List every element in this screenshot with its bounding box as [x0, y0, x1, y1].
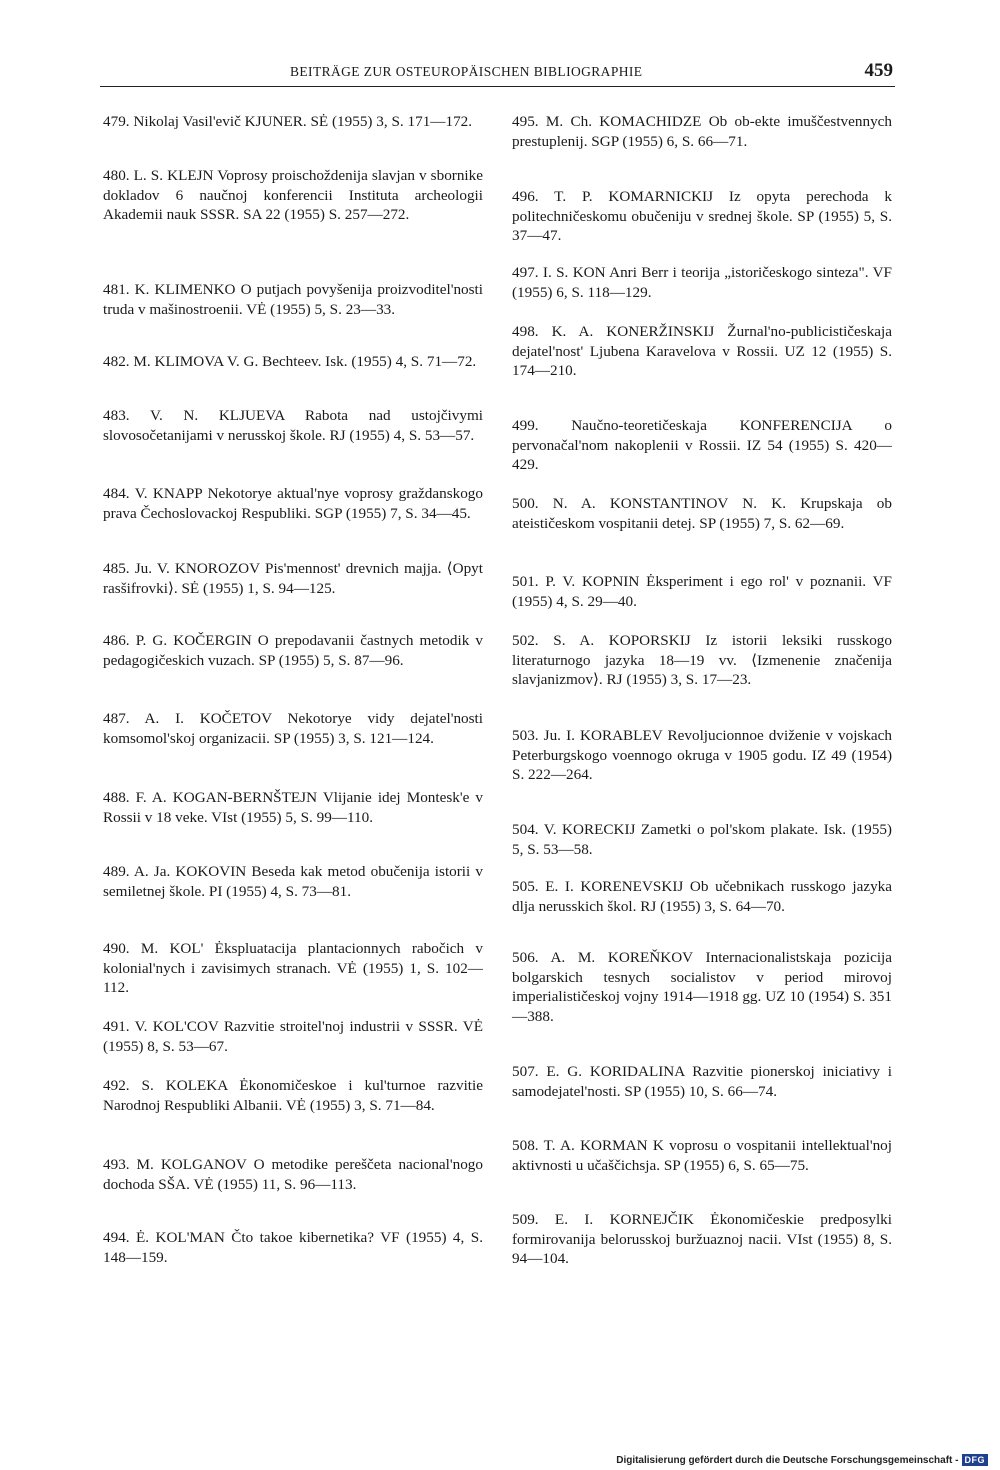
bibliography-entry: 501. P. V. KOPNIN Ėksperiment i ego rol' v poznanii. VF (1955) 4, S. 29—40. [512, 573, 892, 610]
dfg-logo: DFG [962, 1454, 989, 1466]
bibliography-entry: 502. S. A. KOPORSKIJ Iz istorii leksiki russkogo literaturnogo jazyka 18—19 vv. ⟨Izmenenie značenija slavjanizmov⟩. RJ (1955) 3, S. 17—23. [512, 632, 892, 688]
bibliography-entry: 504. V. KORECKIJ Zametki o pol'skom plakate. Isk. (1955) 5, S. 53—58. [512, 821, 892, 858]
bibliography-entry: 492. S. KOLEKA Ėkonomičeskoe i kul'turnoe razvitie Narodnoj Respubliki Albanii. VĖ (1955) 3, S. 71—84. [103, 1077, 483, 1114]
bibliography-entry: 496. T. P. KOMARNICKIJ Iz opyta perechoda k politechničeskomu obučeniju v srednej škole. SP (1955) 5, S. 37—47. [512, 188, 892, 244]
bibliography-entry: 482. M. KLIMOVA V. G. Bechteev. Isk. (1955) 4, S. 71—72. [103, 353, 477, 370]
bibliography-entry: 490. M. KOL' Ėkspluatacija plantacionnych rabočich v kolonial'nych i zavisimych stranach. VĖ (1955) 1, S. 102—112. [103, 940, 483, 996]
bibliography-entry: 479. Nikolaj Vasil'evič KJUNER. SĖ (1955) 3, S. 171—172. [103, 113, 473, 130]
bibliography-entry: 498. K. A. KONERŽINSKIJ Žurnal'no-publicističeskaja dejatel'nost' Ljubena Karavelova v Rossii. UZ 12 (1955) S. 174—210. [512, 323, 892, 379]
bibliography-entry: 509. E. I. KORNEJČIK Ėkonomičeskie predposylki formirovanija belorusskoj buržuaznoj nacii. VIst (1955) 8, S. 94—104. [512, 1211, 892, 1267]
page-number: 459 [864, 60, 893, 81]
bibliography-entry: 480. L. S. KLEJN Voprosy proischoždenija slavjan v sbornike dokladov 6 naučnoj konferencii Instituta archeologii Akademii nauk SSSR. SA 22 (1955) S. 257—272. [103, 167, 483, 223]
bibliography-entry: 489. A. Ja. KOKOVIN Beseda kak metod obučenija istorii v semiletnej škole. PI (1955) 4, S. 73—81. [103, 863, 483, 900]
bibliography-entry: 507. E. G. KORIDALINA Razvitie pionerskoj iniciativy i samodejatel'nosti. SP (1955) 10, S. 66—74. [512, 1063, 892, 1100]
bibliography-entry: 497. I. S. KON Anri Berr i teorija „istoričeskogo sinteza". VF (1955) 6, S. 118—129. [512, 264, 892, 301]
bibliography-entry: 483. V. N. KLJUEVA Rabota nad ustojčivymi slovosočetanijami v nerusskoj škole. RJ (1955) 4, S. 53—57. [103, 407, 483, 444]
bibliography-entry: 487. A. I. KOČETOV Nekotorye vidy dejatel'nosti komsomol'skoj organizacii. SP (1955) 3, S. 121—124. [103, 710, 483, 747]
bibliography-entry: 481. K. KLIMENKO O putjach povyšenija proizvoditel'nosti truda v mašinostroenii. VĖ (1955) 5, S. 23—33. [103, 281, 483, 318]
bibliography-entry: 495. M. Ch. KOMACHIDZE Ob ob-ekte imuščestvennych prestuplenij. SGP (1955) 6, S. 66—71. [512, 113, 892, 150]
bibliography-entry: 499. Naučno-teoretičeskaja KONFERENCIJA o pervonačal'nom nakoplenii v Rossii. IZ 54 (1955) S. 420—429. [512, 417, 892, 473]
footer-text: Digitalisierung gefördert durch die Deutsche Forschungsgemeinschaft - [616, 1454, 959, 1466]
bibliography-entry: 500. N. A. KONSTANTINOV N. K. Krupskaja ob ateističeskom vospitanii detej. SP (1955) 7, S. 62—69. [512, 495, 892, 532]
bibliography-entry: 494. Ė. KOL'MAN Čto takoe kibernetika? VF (1955) 4, S. 148—159. [103, 1229, 483, 1266]
bibliography-entry: 493. M. KOLGANOV O metodike pereščeta nacional'nogo dochoda SŠA. VĖ (1955) 11, S. 96—113. [103, 1156, 483, 1193]
bibliography-entry: 491. V. KOL'COV Razvitie stroitel'noj industrii v SSSR. VĖ (1955) 8, S. 53—67. [103, 1018, 483, 1055]
bibliography-entry: 505. E. I. KORENEVSKIJ Ob učebnikach russkogo jazyka dlja nerusskich škol. RJ (1955) 3, S. 64—70. [512, 878, 892, 915]
bibliography-entry: 484. V. KNAPP Nekotorye aktual'nye voprosy graždanskogo prava Čechoslovackoj Respubliki. SGP (1955) 7, S. 34—45. [103, 485, 483, 522]
bibliography-entry: 488. F. A. KOGAN-BERNŠTEJN Vlijanie idej Montesk'e v Rossii v 18 veke. VIst (1955) 5, S. 99—110. [103, 789, 483, 826]
bibliography-entry: 486. P. G. KOČERGIN O prepodavanii častnych metodik v pedagogičeskich vuzach. SP (1955) 5, S. 87—96. [103, 632, 483, 669]
bibliography-entry: 485. Ju. V. KNOROZOV Pis'mennost' drevnich majja. ⟨Opyt rasšifrovki⟩. SĖ (1955) 1, S. 94—125. [103, 560, 483, 597]
bibliography-entry: 506. A. M. KOREŇKOV Internacionalistskaja pozicija bolgarskich tesnych socialistov v period mirovoj imperialističeskoj vojny 1914—1918 gg. UZ 10 (1954) S. 351—388. [512, 949, 892, 1025]
running-header [100, 60, 895, 87]
bibliography-entry: 503. Ju. I. KORABLEV Revoljucionnoe dviženie v vojskach Peterburgskogo voennogo okruga v 1905 godu. IZ 49 (1954) S. 222—264. [512, 727, 892, 783]
digitization-footer [616, 1454, 988, 1466]
header-title: BEITRÄGE ZUR OSTEUROPÄISCHEN BIBLIOGRAPHIE [290, 64, 643, 79]
bibliography-entry: 508. T. A. KORMAN K voprosu o vospitanii intellektual'noj aktivnosti u učaščichsja. SP (1955) 6, S. 65—75. [512, 1137, 892, 1174]
